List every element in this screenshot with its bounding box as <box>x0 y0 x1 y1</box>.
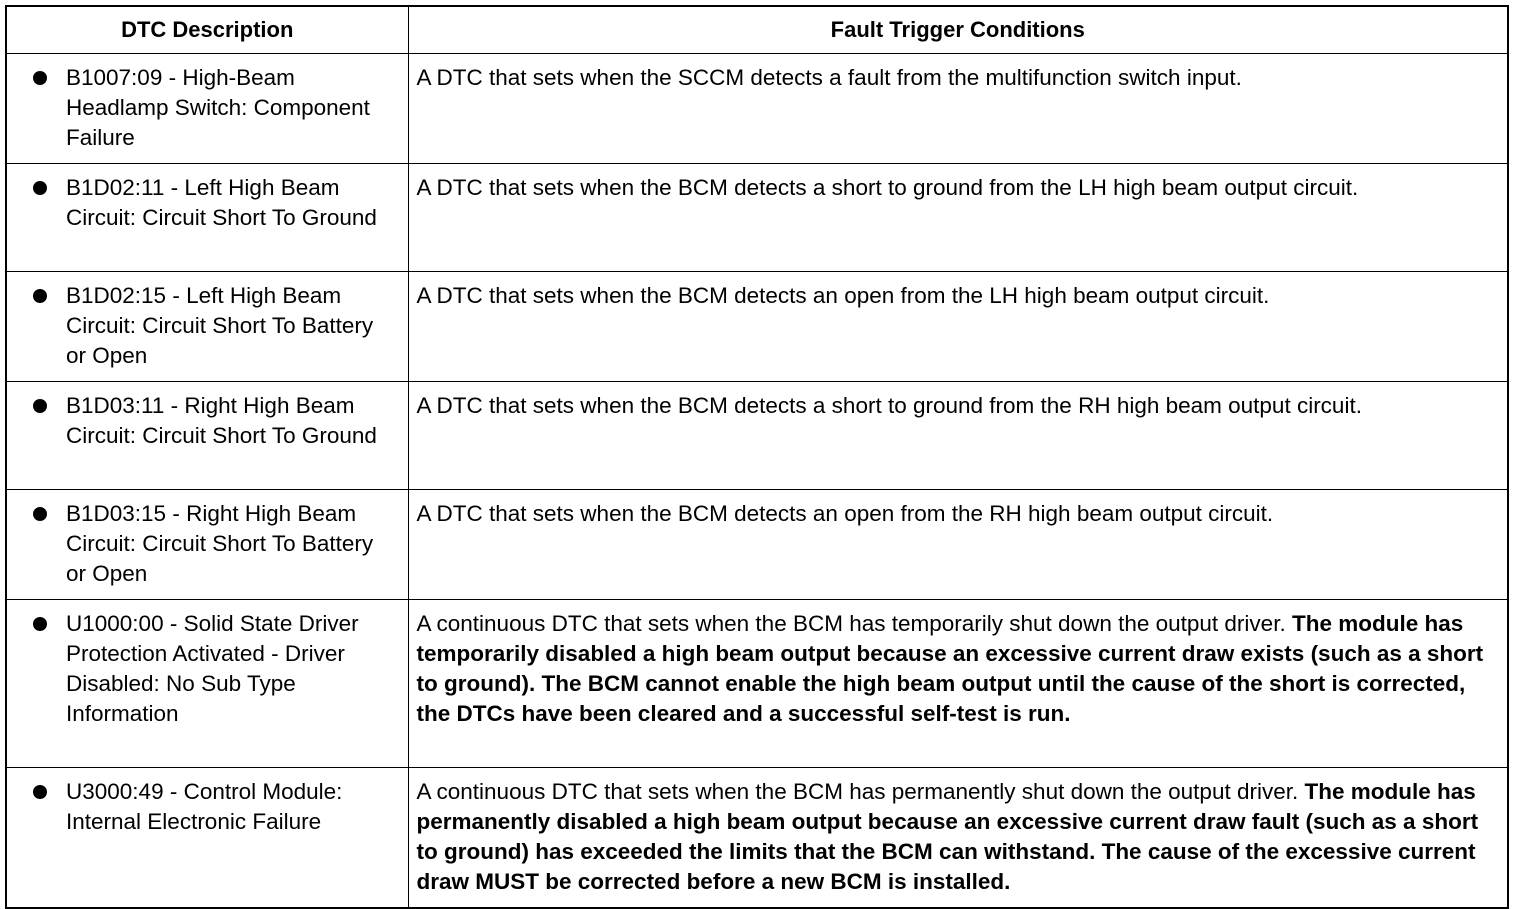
fault-condition: A continuous DTC that sets when the BCM has temporarily shut down the output driver. <box>416 611 1286 636</box>
fault-condition: A continuous DTC that sets when the BCM has permanently shut down the output driver. <box>416 779 1299 804</box>
fault-condition-emphasis: The module has permanently disabled a high beam output because an excessive current draw fault (such as a short to ground) has exceeded the limits that the BCM can withstand. The cause of the excessive current draw MUST be corrected before a new BCM is installed. <box>416 779 1479 894</box>
fault-condition: A DTC that sets when the BCM detects an open from the LH high beam output circuit. <box>416 283 1270 308</box>
fault-condition: A DTC that sets when the BCM detects a short to ground from the LH high beam output circuit. <box>416 175 1359 200</box>
table-row <box>6 272 1508 382</box>
dtc-description: B1D03:11 - Right High Beam Circuit: Circuit Short To Ground <box>66 393 377 448</box>
dtc-description: B1007:09 - High-Beam Headlamp Switch: Component Failure <box>66 65 370 150</box>
bullet-icon <box>33 785 47 799</box>
fault-condition-cell <box>408 272 1508 382</box>
header-fault-trigger-conditions: Fault Trigger Conditions <box>408 6 1508 54</box>
fault-condition: A DTC that sets when the BCM detects a short to ground from the RH high beam output circuit. <box>416 393 1362 418</box>
fault-condition-emphasis: The module has temporarily disabled a high beam output because an excessive current draw exists (such as a short to ground). The BCM cannot enable the high beam output until the cause of the short is corrected, the DTCs have been cleared and a successful self-test is run. <box>416 611 1484 726</box>
header-dtc-description: DTC Description <box>6 6 408 54</box>
table-row <box>6 382 1508 490</box>
fault-condition-cell <box>408 600 1508 768</box>
bullet-icon <box>33 289 47 303</box>
dtc-description: B1D02:15 - Left High Beam Circuit: Circuit Short To Battery or Open <box>66 283 374 368</box>
dtc-description-cell <box>6 164 408 272</box>
table-row <box>6 54 1508 164</box>
fault-condition: A DTC that sets when the SCCM detects a fault from the multifunction switch input. <box>416 65 1242 90</box>
dtc-description: B1D02:11 - Left High Beam Circuit: Circuit Short To Ground <box>66 175 377 230</box>
dtc-description-cell <box>6 768 408 909</box>
table-header-row <box>6 6 1508 54</box>
fault-condition-cell <box>408 768 1508 909</box>
dtc-description: U1000:00 - Solid State Driver Protection Activated - Driver Disabled: No Sub Type Information <box>66 611 359 726</box>
fault-condition: A DTC that sets when the BCM detects an open from the RH high beam output circuit. <box>416 501 1274 526</box>
fault-condition-cell <box>408 164 1508 272</box>
bullet-icon <box>33 617 47 631</box>
dtc-description-cell <box>6 382 408 490</box>
table-row <box>6 490 1508 600</box>
bullet-icon <box>33 507 47 521</box>
table-row <box>6 600 1508 768</box>
fault-condition-cell <box>408 382 1508 490</box>
dtc-description-cell <box>6 490 408 600</box>
dtc-table <box>5 5 1509 909</box>
table-row <box>6 164 1508 272</box>
dtc-description-cell <box>6 54 408 164</box>
fault-condition-cell <box>408 490 1508 600</box>
bullet-icon <box>33 399 47 413</box>
dtc-description: U3000:49 - Control Module: Internal Electronic Failure <box>66 779 343 834</box>
dtc-description: B1D03:15 - Right High Beam Circuit: Circuit Short To Battery or Open <box>66 501 374 586</box>
dtc-description-cell <box>6 272 408 382</box>
bullet-icon <box>33 181 47 195</box>
bullet-icon <box>33 71 47 85</box>
table-row <box>6 768 1508 909</box>
fault-condition-cell <box>408 54 1508 164</box>
dtc-description-cell <box>6 600 408 768</box>
